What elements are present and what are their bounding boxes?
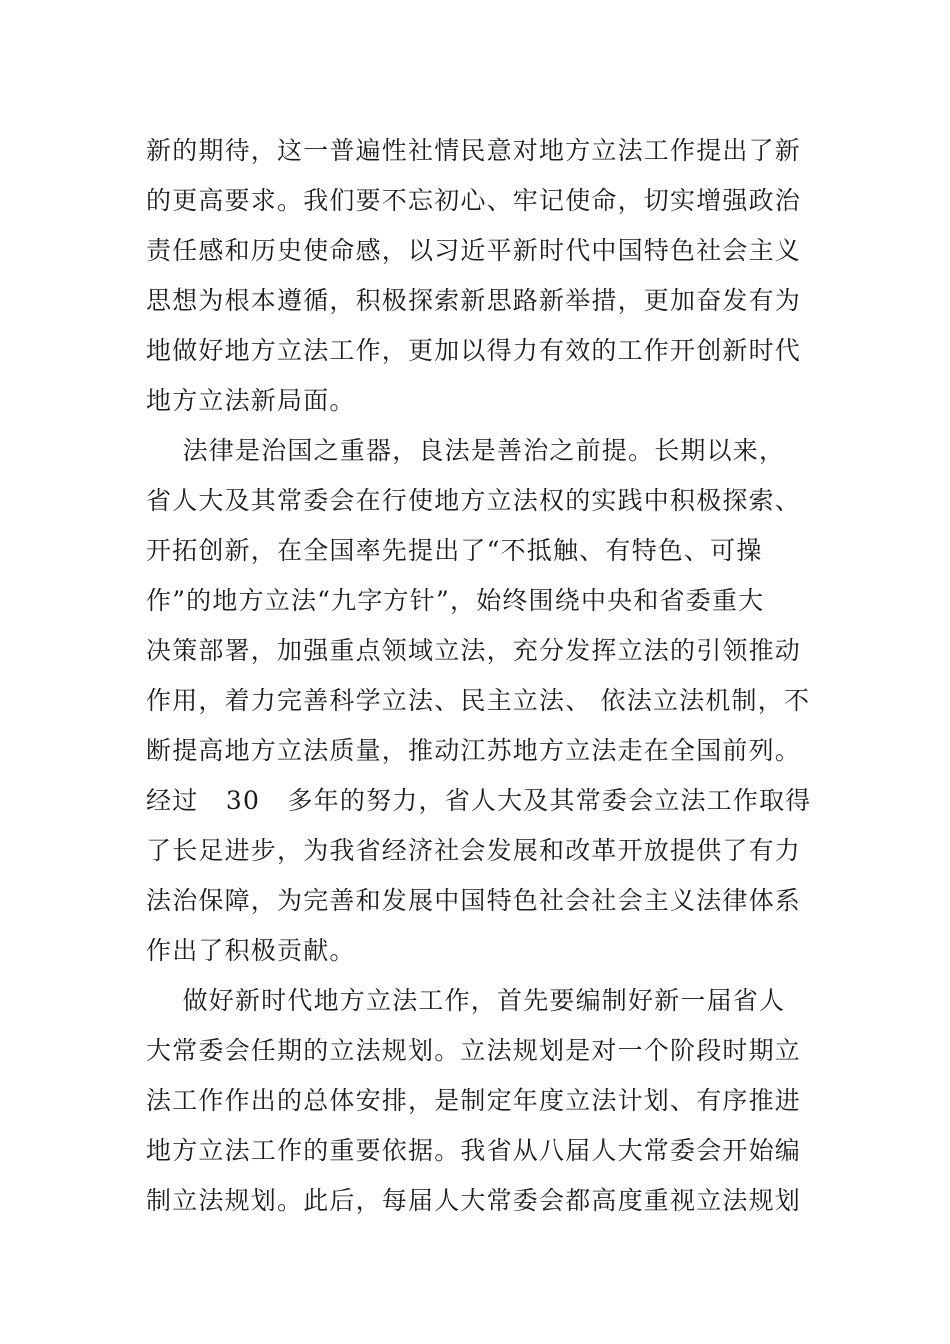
text-line: 做好新时代地方立法工作，首先要编制好新一届省人: [146, 986, 786, 1015]
text-line: 的更高要求。我们要不忘初心、牢记使命，切实增强政治: [146, 186, 802, 215]
text-line: 断提高地方立法质量，推动江苏地方立法走在全国前列。: [146, 736, 802, 765]
text-line: 地做好地方立法工作，更加以得力有效的工作开创新时代: [146, 336, 802, 365]
text-line: 地方立法工作的重要依据。我省从八届人大常委会开始编: [146, 1136, 802, 1165]
text-line: 法工作作出的总体安排，是制定年度立法计划、有序推进: [146, 1086, 802, 1115]
text-line: 省人大及其常委会在行使地方立法权的实践中积极探索、: [146, 486, 802, 515]
body-text: [146, 126, 812, 1226]
text-line: 作出了积极贡献。: [146, 936, 356, 965]
text-line: 法治保障，为完善和发展中国特色社会社会主义法律体系: [146, 886, 802, 915]
text-line: 制立法规划。此后，每届人大常委会都高度重视立法规划: [146, 1186, 802, 1215]
text-line: 新的期待，这一普遍性社情民意对地方立法工作提出了新: [146, 136, 802, 165]
text-line: 思想为根本遵循，积极探索新思路新举措，更加奋发有为: [146, 286, 802, 315]
text-line: 地方立法新局面。: [146, 386, 356, 415]
text-line: 作”的地方立法“九字方针”，始终围绕中央和省委重大: [146, 586, 765, 615]
text-line: 了长足进步，为我省经济社会发展和改革开放提供了有力: [146, 836, 802, 865]
text-line: 经过 30 多年的努力，省人大及其常委会立法工作取得: [146, 786, 812, 815]
text-line: 决策部署，加强重点领域立法，充分发挥立法的引领推动: [146, 636, 802, 665]
text-line: 开拓创新，在全国率先提出了“不抵触、有特色、可操: [146, 536, 763, 565]
text-line: 责任感和历史使命感，以习近平新时代中国特色社会主义: [146, 236, 802, 265]
text-line: 法律是治国之重器，良法是善治之前提。长期以来，: [146, 436, 786, 465]
text-line: 作用，着力完善科学立法、民主立法、 依法立法机制，不: [146, 686, 811, 715]
text-line: 大常委会任期的立法规划。立法规划是对一个阶段时期立: [146, 1036, 802, 1065]
